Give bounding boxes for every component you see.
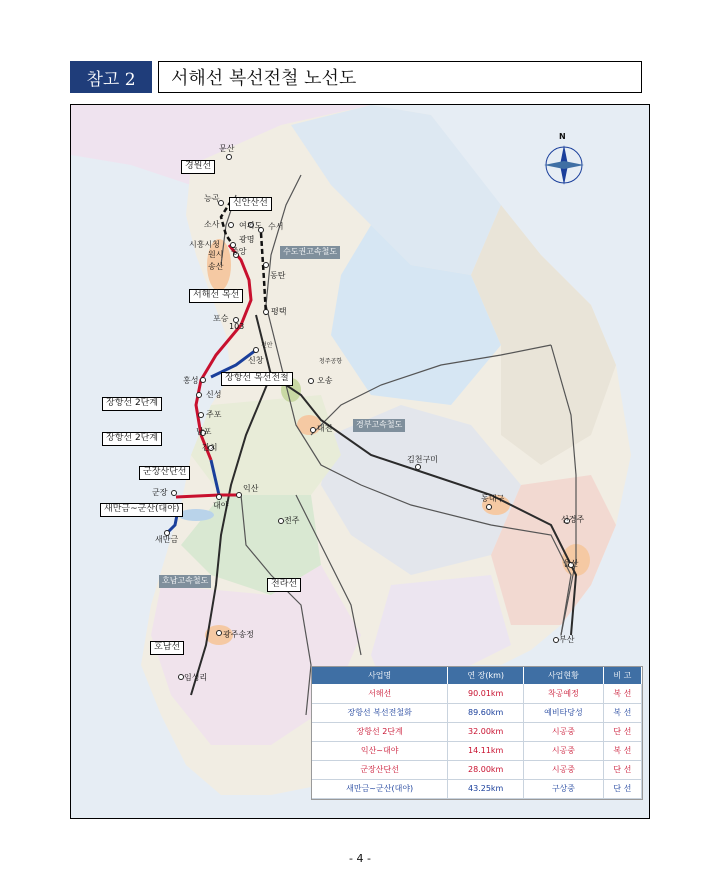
table-header-row [312, 667, 642, 684]
page-number: - 4 - [349, 852, 371, 865]
cell-note: 복 선 [603, 684, 641, 703]
station-sosa: 소사 [204, 220, 220, 229]
cell-name: 새만금~군산(대야) [312, 779, 448, 798]
station-wonsi: 원시 [208, 250, 224, 259]
station-sinchang: 신창 [248, 356, 264, 365]
reference-tag: 참고 2 [70, 61, 152, 93]
station-pyeongtaek: 평택 [271, 307, 287, 316]
table-row [312, 779, 642, 798]
station-gunjang: 군장 [152, 488, 168, 497]
cell-name: 군장산단선 [312, 760, 448, 779]
route-map [70, 104, 650, 819]
cell-name: 장항선 2단계 [312, 722, 448, 741]
table-row [312, 703, 642, 722]
station-munsan: 문산 [219, 144, 235, 153]
project-table [311, 666, 643, 800]
station-saemangeum: 새만금 [155, 535, 179, 544]
line-box-honam: 호남선 [150, 641, 184, 655]
line-box-gyeongwon: 경원선 [181, 160, 215, 174]
cell-length: 43.25km [448, 779, 524, 798]
station-osong: 오송 [317, 376, 333, 385]
station-103: 103 [229, 322, 245, 331]
station-gwangmyeong: 광명 [239, 235, 255, 244]
line-box-saemangeum: 새만금~군산(대야) [100, 503, 183, 517]
station-cheonan: 천안 [261, 342, 273, 349]
cell-status: 구상중 [524, 779, 604, 798]
compass-north-label: N [559, 132, 566, 141]
station-daeya: 대야 [213, 501, 229, 510]
station-jupo: 주포 [206, 410, 222, 419]
col-header-name: 사업명 [312, 667, 448, 684]
cell-status: 착공예정 [524, 684, 604, 703]
station-iksan: 익산 [243, 484, 259, 493]
station-jungang: 중앙 [231, 247, 247, 256]
cell-status: 시공중 [524, 760, 604, 779]
station-nampo: 남포 [196, 427, 212, 436]
col-header-status: 사업현황 [524, 667, 604, 684]
cell-status: 시공중 [524, 722, 604, 741]
station-dongtan: 동탄 [270, 271, 286, 280]
station-chungju-airport: 청주공항 [319, 358, 343, 365]
station-gwangjusongjeong: 광주송정 [223, 630, 254, 639]
table-row [312, 741, 642, 760]
station-suseo: 수서 [268, 222, 284, 231]
table-row [312, 722, 642, 741]
cell-length: 32.00km [448, 722, 524, 741]
station-singyeongju: 신경주 [561, 515, 585, 524]
cell-name: 익산~대야 [312, 741, 448, 760]
station-neunggok: 능곡 [204, 194, 220, 203]
cell-note: 단 선 [603, 760, 641, 779]
cell-status: 시공중 [524, 741, 604, 760]
station-busan: 부산 [559, 635, 575, 644]
cell-status: 예비타당성 [524, 703, 604, 722]
station-siheung: 시흥시청 [189, 240, 220, 249]
cell-note: 단 선 [603, 779, 641, 798]
station-yeouido: 여의도 [239, 221, 263, 230]
col-header-length: 연 장(km) [448, 667, 524, 684]
station-ganchi: 간치 [202, 443, 218, 452]
highspeed-box-honam: 호남고속철도 [159, 575, 211, 588]
cell-note: 복 선 [603, 741, 641, 760]
table-row [312, 684, 642, 703]
cell-length: 28.00km [448, 760, 524, 779]
line-box-jeolla: 전라선 [267, 578, 301, 592]
cell-note: 단 선 [603, 722, 641, 741]
cell-name: 서해선 [312, 684, 448, 703]
cell-length: 14.11km [448, 741, 524, 760]
table-row [312, 760, 642, 779]
station-hongseong: 홍성 [183, 376, 199, 385]
station-sinseong: 신성 [206, 390, 222, 399]
station-ulsan: 울산 [563, 559, 579, 568]
line-box-seohae: 서해선 복선 [189, 289, 243, 303]
cell-length: 90.01km [448, 684, 524, 703]
station-jeonju: 전주 [284, 516, 300, 525]
line-box-janghang-2b: 장항선 2단계 [102, 432, 162, 446]
cell-note: 복 선 [603, 703, 641, 722]
station-gimcheon: 김천구미 [407, 455, 438, 464]
line-box-janghang-double: 장항선 복선전철 [221, 372, 293, 386]
cell-name: 장항선 복선전철화 [312, 703, 448, 722]
line-box-janghang-2a: 장항선 2단계 [102, 397, 162, 411]
station-dongdaegu: 동대구 [481, 494, 505, 503]
col-header-note: 비 고 [603, 667, 641, 684]
station-songsan: 송산 [208, 262, 224, 271]
station-imseongri: 임성리 [184, 673, 208, 682]
cell-length: 89.60km [448, 703, 524, 722]
highspeed-box-sudogwon: 수도권고속철도 [280, 246, 340, 259]
highspeed-box-gyeongbu: 경부고속철도 [353, 419, 405, 432]
line-box-sinansan: 신안산선 [229, 197, 272, 211]
station-daejeon: 대전 [317, 424, 333, 433]
station-posung: 포승 [213, 314, 229, 323]
line-box-gunjang: 군장산단선 [139, 466, 190, 480]
page-title: 서해선 복선전철 노선도 [158, 61, 642, 93]
